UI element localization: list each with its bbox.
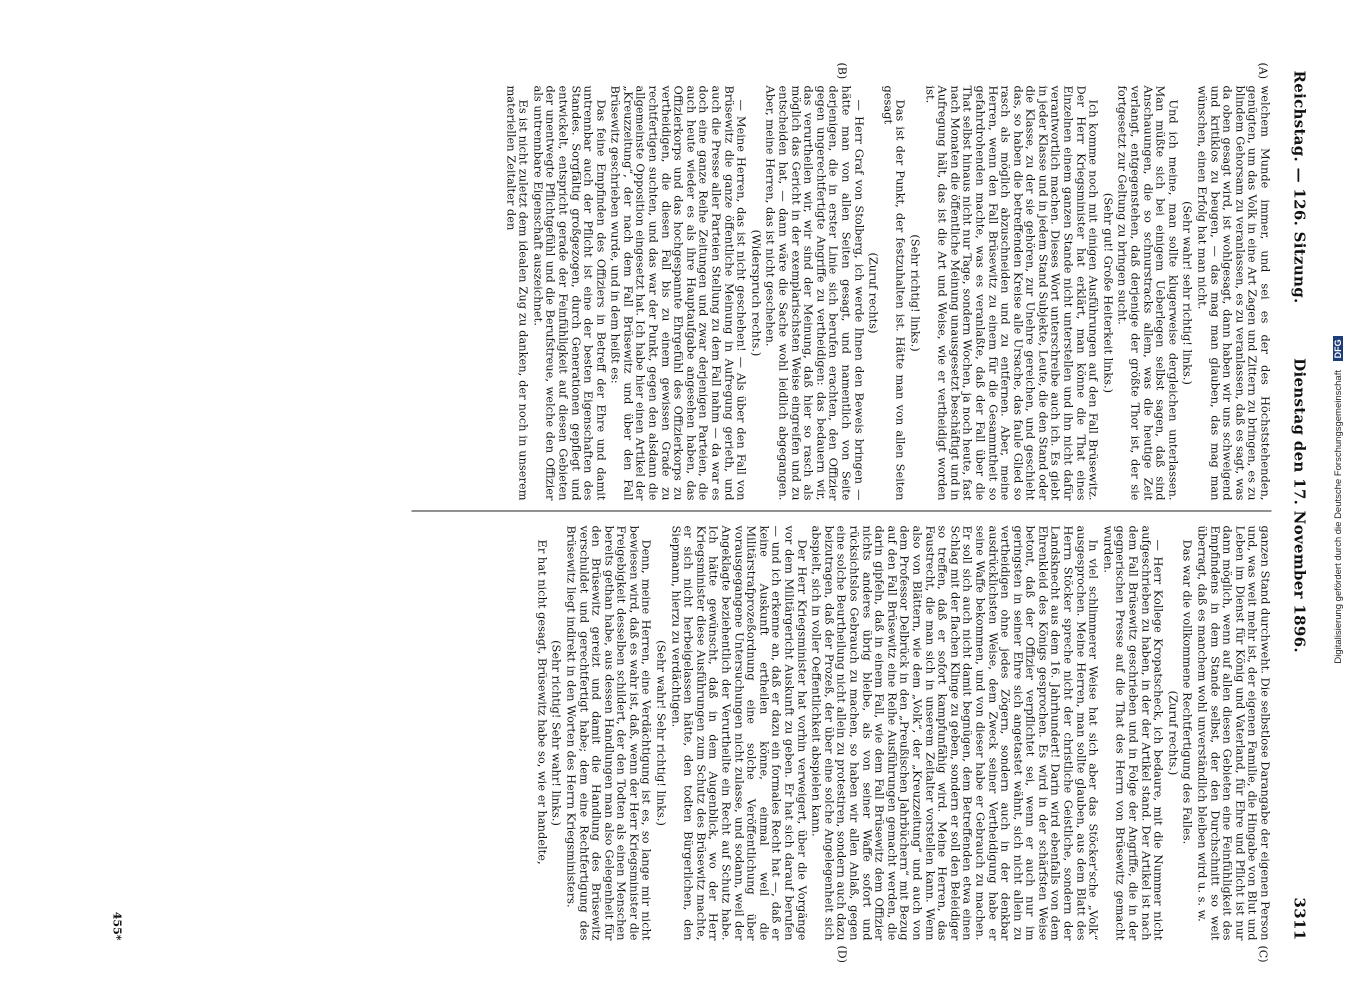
interjection: (Zuruf rechts) [866,251,881,334]
margin-mark-c: (C) [1256,945,1269,962]
dfg-logo: DFG [1333,336,1343,361]
column-divider [411,510,1271,511]
header-left: Reichstag. — 126. Sitzung. [1290,70,1308,304]
paragraph: welchem Munde immer, und sei es der des Höchststehenden, genügten, um das Volk in eine Art Zagen und Zittern zu bringen, es zu blindem Gehorsam zu veranlassen, es zu veranlassen, daß es sagt, was da oben gesagt wird, ist wohlgesagt, dann haben wir uns schweigend und kritiklos zu beugen, — das mag man glauben, das mag man wünschen, einen Erfolg hat man nicht. [1195,85,1272,500]
paragraph: — Meine Herren, das ist nicht geschehen! — Als über den Fall von Brüsewitz die ganze öffentliche Meinung in Aufregung gerieth, und auch die Presse aller Parteien Stellung zu dem Fall nahm — da war es doch eine ganze Reihe Zeitungen und zwar derjenigen Parteien, die auch heute wieder es als ihre Hauptaufgabe angesehen haben, das Offizierkorps und das hochgespannte Ehrgefühl des Offizierkorps zu vertheidigen, die diesen Fall bis zu einem gewissen Grade zu rechtfertigen suchten, und das war der Punkt, gegen den alsdann die allgemeinste Opposition eingesetzt hat. Ich habe hier einen Artikel der „Kreuzzeitung“, der nach dem Fall Brüsewitz und über den Fall Brüsewitz geschrieben wurde, und in dem heißt es: [608,85,749,500]
interjection: (Zuruf rechts.) [1165,690,1180,775]
margin-mark-a: (A) [1256,62,1269,79]
interjection: (Sehr wahr! Sehr richtig! links.) [654,639,669,826]
interjection: (Sehr wahr! sehr richtig! links.) [1180,200,1195,385]
paragraph: Denn, meine Herren, eine Verdächtigung ist es, so lange mir nicht bewiesen wird, daß es wahr ist, daß, wenn der Herr Kriegsminister die Freigebigkeit desselben schildert, der den Todten als einen Menschen bereits gethan habe, aus dessen Handlungen man also Gelegenheit für den Brüsewitz gereizt und damit die Handlung des Brüsewitz verschuldet und gerechtfertigt habe; dem eine Rechtfertigung des Brüsewitz liegt indirekt in den Worten des Herrn Kriegsministers. [563,525,654,940]
left-column [502,85,1271,500]
paragraph: Er hat nicht gesagt, Brüsewitz habe so, wie er handelte, [534,539,549,865]
interjection: (Widerspruch rechts.) [748,229,763,356]
paragraph: — Herr Graf von Stolberg, ich werde Ihnen den Beweis bringen — hätte man von allen Seiten gesagt, und namentlich von Seite derjenigen, die in erster Linie sich berufen erachten, den Offizier gegen ungerechtfertigte Angriffe zu vertheidigen: das bedauern wir, das verurtheilen wir, wir sind der Meinung, daß hier so rasch als möglich das Gericht in der exemplarischsten Weise eingreifen und zu entscheiden hat, — dann wäre die Sache wohl leidlich abgegangen. Aber, meine Herren, das ist nicht geschehen. [763,85,866,500]
interjection: (Sehr gut! Große Heiterkeit links.) [1100,192,1115,393]
page-number: 3311 [1290,897,1308,940]
paragraph: — Herr Kollege Kropatscheck, ich bedaure, mit die Nummer nicht aufgeschrieben zu haben, in der der Artikel stand. Der Artikel ist nach dem Fall Brüsewitz geschrieben und in Folge der Angriffe, die in der gegnerischen Presse auf die That des Herrn von Brüsewitz gemacht wurden. [1100,525,1166,940]
paragraph: Das war die vollkommene Rechtfertigung des Falles. [1180,539,1195,844]
paragraph: Und ich meine, man sollte klugerweise dergleichen unterlassen. Man müßte sich bei einigem Ueberlegen selbst sagen, daß sind Anschauungen, die so schnurstracks allem, was die heutige Zeit verlangt, entgegenstehen, daß derjenige der größte Thor ist, der sie fortgesetzt zur Geltung zu bringen sucht. [1115,85,1180,500]
paragraph: Ich komme noch mit einigen Ausführungen auf den Fall Brüsewitz. Der Herr Kriegsminister hat erklärt, man könne die That eines Einzelnen einem ganzen Stande nicht unterstellen und ihn nicht dafür verantwortlich machen. Dieses Wort unterschreibe auch ich. Es giebt in jeder Klasse und in jedem Stand Subjekte, Leute, die den Stand oder die Klasse, zu der sie gehören, zur Unehre gereichen, und geschieht das, so haben die betreffenden Kreise alle Ursache, das faule Glied so rasch als möglich abzuschneiden und zu entfernen. Aber, meine Herren, wenn den Fall Brüsewitz zu einem für die Gesammtheit so gefahrdrohenden machte, was es veranlaßte, daß der Fall über die That selbst hinaus nicht nur Tage, sondern Wochen, ja noch heute, fast nach Monaten die öffentliche Meinung unausgesetzt beschäftigt und in Aufregung hält, das ist die Art und Weise, wie er vertheidigt worden ist. [922,85,1101,500]
interjection: (Sehr richtig! links.) [907,233,922,352]
quoted-paragraph: Das feine Empfinden des Offiziers in Betreff der Ehre und damit untrennbar auch der Pflicht ist eine der besten Eigenschaften des Standes. Sorgfältig großgezogen, durch Generationen gepflegt und entwickelt, entspricht gerade der Feinfühligkeit auf diesen Gebieten der unentwegte Pflichtgefühl und die Berufstreue, welche den Offizier als untrennbare Eigenschaft auszeichnet. [530,85,608,500]
credit-text: Digitalisierung gefördert durch die Deutsche Forschungsgemeinschaft [1333,370,1344,664]
quoted-paragraph: ganzen Stand durchweht. Die selbstlose Darangabe der eigenen Person und, was weit mehr ist, der eigenen Familie, die Hingabe von Blut und Leben im Dienst für König und Vaterland, für Ehre und Pflicht ist nur dann möglich, wenn auf allen diesen Gebieten eine Feinfühligkeit des Empfindens in dem Stande selbst, der den Durchschnitt so weit überragt, daß es manchem wohl unverständlich bleiben wird u. s. w. [1195,525,1272,940]
right-column [533,525,1271,940]
interjection: (Sehr richtig! Sehr wahr! links.) [549,639,564,826]
paragraph: Der Herr Kriegsminister hat vorhin verweigert, über die Vorgänge vor dem Militärgericht Auskunft zu geben. Er hat sich darauf berufen — und ich erkenne an, daß er dazu ein formales Recht hat —, daß er keine Auskunft ertheilen könne, einmal weil die Militärstrafprozeßordnung eine solche Veröffentlichung über vorausgegangene Untersuchungen nicht zulasse, und sodann, weil der Angeklagte beziehentlich der Verurtheilte ein Recht auf Schutz habe. Ich hätte gewünscht, daß in dem Augenblick, wo der Herr Kriegsminister diese Ausführungen zum Schutz des Brüsewitz machte, er sich nicht herbeigelassen hätte, den todten Bürgerlichen, den Siepmann, hierzu zu verdächtigen. [668,525,809,940]
paragraph: Das ist der Punkt, der festzuhalten ist. Hätte man von allen Seiten gesagt [880,85,908,500]
digitization-credit [1330,10,1350,990]
page-header [1278,70,1308,940]
signature-mark: 455* [110,911,123,940]
header-date: Dienstag den 17. November 1896. [1290,357,1308,653]
margin-mark-b: (B) [835,62,848,79]
margin-mark-d: (D) [835,945,848,963]
quoted-paragraph: Es ist nicht zuletzt dem idealen Zug zu danken, der noch in unserem materiellen Zeitalter den [503,85,531,500]
paragraph: In viel schlimmerer Weise hat sich aber das Stöcker'sche „Volk“ ausgesprochen. Meine Herren, man sollte glauben, aus dem Blatt des Herrn Stöcker spreche nicht der christliche Geistliche, sondern der Landsknecht aus dem 16. Jahrhundert! Darin wird ebenfalls von dem Ehrenkleid des Königs gesprochen. Es wird in der schärfsten Weise betont, daß der Offizier verpflichtet sei, wenn er auch nur im geringsten in seiner Ehre sich angetastet wähnt, sich nicht allein zu vertheidigen ohne jedes Zögern, sondern auch in der denkbar ausdrücklichsten Weise, dem Zweck seiner Vertheidigung habe er seine Waffe bekommen, und von dieser habe er Gebrauch zu machen. Er soll sich auch nicht damit begnügen, dem Betreffenden etwa einen Schlag mit der flachen Klinge zu geben, sondern er soll den Beleidiger so treffen, daß er sofort kampfunfähig wird. Meine Herren, das Faustrecht, die man sich in unserem Zeitalter vorstellen kann. Wenn also von Blättern, wie dem „Volk“, der „Kreuzzeitung“ und auch von dem Professor Delbrück in den „Preußischen Jahrbüchern“ mit Bezug auf den Fall Brüsewitz eine Reihe Ausführungen gemacht werden, die darin gipfeln, daß in einem Fall, wie dem Fall Brüsewitz dem Offizier nichts anderes übrig bleibe, als von seiner Waffe sofort und rücksichtslos Gebrauch zu machen, so haben wir allen Anlaß, gegen eine solche Beurtheilung nicht allein zu protestiren, sondern auch dazu beizutragen, daß der Prozeß, der über eine solche Angelegenheit sich abspielt, sich in voller Oeffentlichkeit abspielen kann. [809,525,1101,940]
